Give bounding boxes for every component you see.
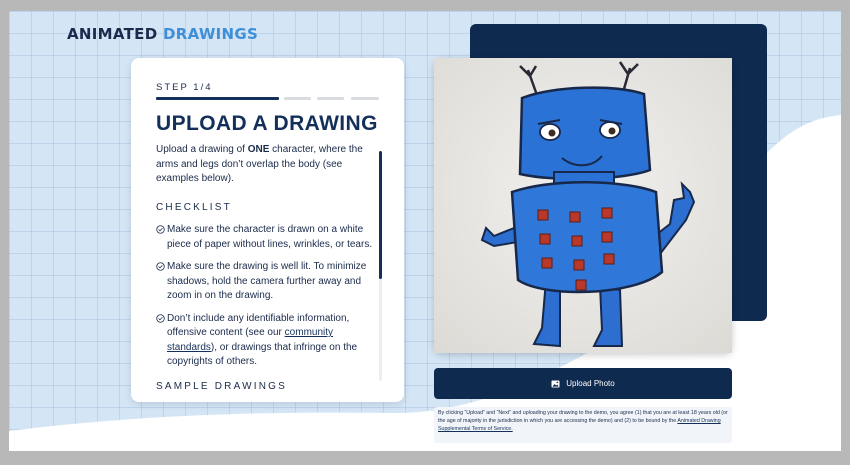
scrollbar-thumb[interactable] bbox=[379, 151, 382, 279]
app-logo[interactable] bbox=[67, 25, 258, 43]
page-title: UPLOAD A DRAWING bbox=[156, 112, 378, 135]
instructions-scroll[interactable] bbox=[156, 143, 374, 392]
image-icon bbox=[551, 380, 560, 388]
robot-drawing bbox=[434, 58, 732, 353]
progress-segment-1 bbox=[156, 97, 279, 100]
checklist-item-text: Make sure the drawing is well lit. To minimize shadows, hold the camera further away and zoom in on the drawing. bbox=[167, 261, 367, 301]
brand-drawings: DRAWINGS bbox=[162, 25, 259, 43]
scrollbar[interactable] bbox=[379, 151, 382, 381]
step-indicator: STEP 1/4 bbox=[156, 82, 213, 93]
intro-emphasis: ONE bbox=[247, 144, 270, 155]
community-standards-link[interactable]: community standards bbox=[167, 327, 334, 353]
checklist-item: Don’t include any identifiable information, offensive content (see our community standards), or drawings that infringe on the copyrights of others. bbox=[156, 312, 374, 370]
terms-text: By clicking “Upload” and “Next” and uploading your drawing to the demo, you agree (1) that you are at least 18 years old (or the age of majority in the jurisdiction in which you are accessing the demo) and (2) to be bound by the bbox=[438, 410, 728, 424]
progress-segment-2 bbox=[284, 97, 311, 100]
upload-photo-button[interactable] bbox=[434, 368, 732, 399]
checklist-heading: CHECKLIST bbox=[156, 201, 232, 213]
terms-of-service-link[interactable]: Animated Drawing Supplemental Terms of Service. bbox=[438, 418, 721, 432]
checklist-item bbox=[156, 260, 374, 304]
checklist-item bbox=[156, 223, 374, 252]
check-circle-icon bbox=[156, 262, 165, 271]
check-circle-icon bbox=[156, 314, 165, 323]
page-background bbox=[9, 11, 841, 451]
step-progress bbox=[156, 97, 379, 100]
check-circle-icon bbox=[156, 225, 165, 234]
terms-notice bbox=[434, 407, 732, 443]
brand-animated: ANIMATED bbox=[67, 25, 158, 43]
sample-drawings-heading: SAMPLE DRAWINGS bbox=[156, 380, 287, 392]
intro-text: Upload a drawing of ONE character, where the arms and legs don’t overlap the body (see examples below). bbox=[156, 144, 363, 184]
checklist-item-text: Make sure the character is drawn on a white piece of paper without lines, wrinkles, or tears. bbox=[167, 224, 373, 250]
progress-segment-4 bbox=[351, 97, 379, 100]
upload-photo-label: Upload Photo bbox=[566, 379, 615, 388]
progress-segment-3 bbox=[317, 97, 344, 100]
drawing-preview bbox=[434, 58, 732, 353]
instructions-card bbox=[131, 58, 404, 402]
